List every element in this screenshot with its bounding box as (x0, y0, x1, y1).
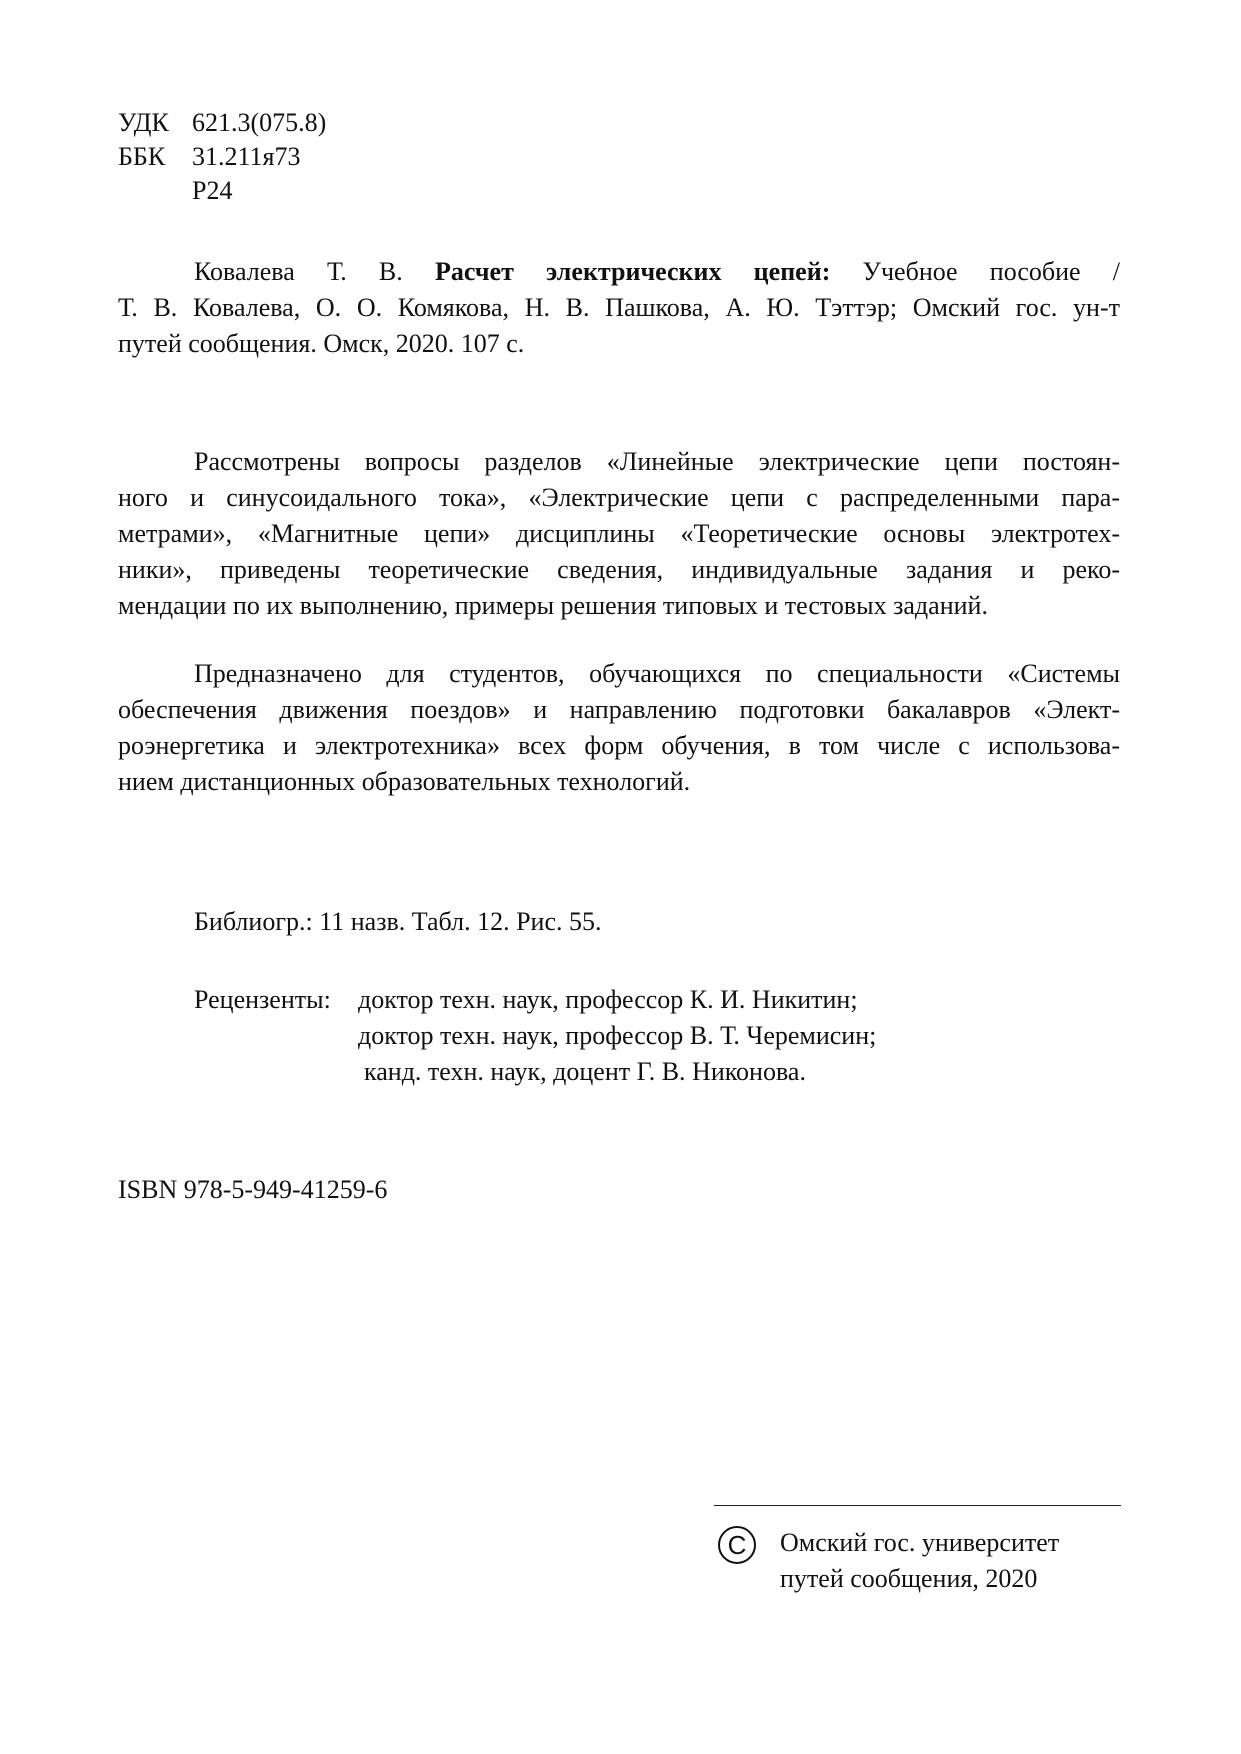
citation-title: Расчет электрических цепей: (434, 257, 831, 286)
abstract-p2-line: роэнергетика и электротехника» всех форм обучения, в том числе с использова- (118, 731, 1120, 760)
abstract-p2-line: обеспечения движения поездов» и направлению подготовки бакалавров «Элект- (118, 695, 1120, 724)
bbk-row (118, 140, 301, 174)
abstract-p1-line: мендации по их выполнению, примеры решения типовых и тестовых заданий. (118, 591, 988, 620)
abstract-p1-line: ники», приведены теоретические сведения, индивидуальные задания и реко- (118, 555, 1120, 584)
copyright-icon: C (718, 1526, 756, 1564)
bbk-label: ББК (118, 142, 166, 171)
abstract-p2-line: нием дистанционных образовательных технологий. (118, 767, 691, 796)
citation-line-1 (194, 254, 1120, 290)
isbn: ISBN 978-5-949-41259-6 (118, 1175, 388, 1204)
abstract-p1-line: метрами», «Магнитные цепи» дисциплины «Теоретические основы электротех- (118, 519, 1120, 548)
bibliography-count: Библиогр.: 11 назв. Табл. 12. Рис. 55. (194, 907, 602, 936)
abstract-p1-line: ного и синусоидального тока», «Электрические цепи с распределенными пара- (118, 483, 1120, 512)
udk-value: 621.3(075.8) (192, 108, 327, 137)
abstract-p2-line: Предназначено для студентов, обучающихся по специальности «Системы (194, 659, 1120, 688)
copyright-holder-line-2: путей сообщения, 2020 (780, 1564, 1038, 1593)
reviewer-item: доктор техн. наук, профессор К. И. Никитин; (358, 985, 858, 1014)
udk-label: УДК (118, 108, 169, 137)
udk-row (118, 106, 326, 140)
copyright-holder-line-1: Омский гос. университет (780, 1528, 1060, 1557)
citation-line-3: путей сообщения. Омск, 2020. 107 с. (118, 329, 525, 358)
copyright-rule (714, 1505, 1121, 1506)
bbk-value: 31.211я73 (192, 142, 301, 171)
reviewers-label: Рецензенты: (194, 985, 331, 1014)
reviewer-item: канд. техн. наук, доцент Г. В. Никонова. (364, 1057, 806, 1086)
author-mark-row (118, 174, 232, 208)
citation-type: Учебное пособие / (830, 257, 1120, 286)
author-mark: Р24 (192, 176, 233, 205)
reviewer-item: доктор техн. наук, профессор В. Т. Черемисин; (358, 1021, 877, 1050)
citation-author: Ковалева Т. В. (194, 257, 435, 286)
abstract-p1-line: Рассмотрены вопросы разделов «Линейные электрические цепи постоян- (194, 447, 1120, 476)
citation-line-2: Т. В. Ковалева, О. О. Комякова, Н. В. Пашкова, А. Ю. Тэттэр; Омский гос. ун-т (118, 293, 1120, 322)
